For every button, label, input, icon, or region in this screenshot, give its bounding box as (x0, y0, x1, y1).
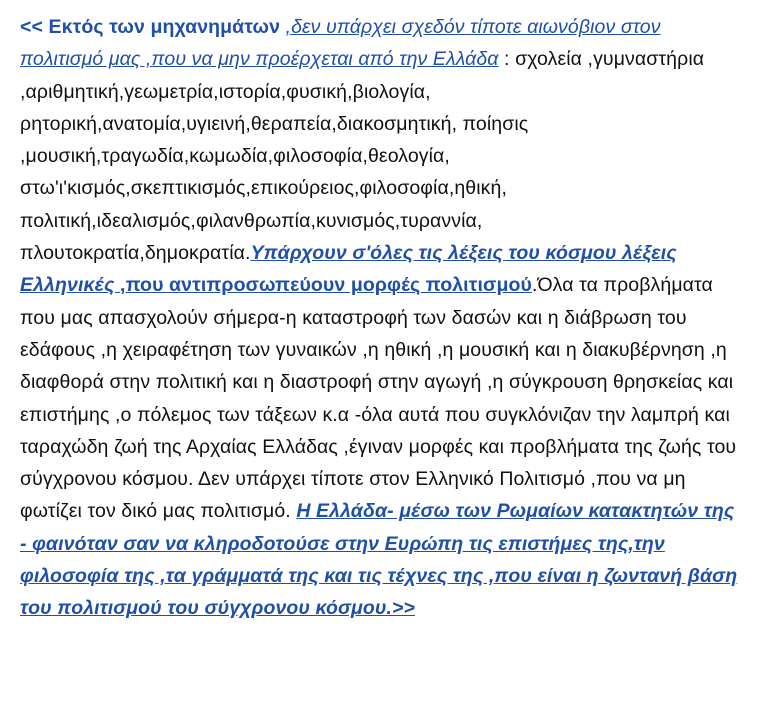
quote-opening-phrase: << Εκτός των μηχανημάτων (20, 16, 286, 38)
greece-legacy-statement: Η Ελλάδα- μέσω των Ρωμαίων κατακτητών της - φαινόταν σαν να κληροδοτούσε στην Ευρώπη τις επιστήμες της,την φιλοσοφία της ,τα γράμματά της και τις τέχνες της ,που είναι η ζωντανή βάση του πολιτισμού του σύγχρονου κόσμου.>> (20, 500, 738, 620)
fields-list-text: : σχολεία ,γυμναστήρια ,αριθμητική,γεωμετρία,ιστορία,φυσική,βιολογία, ρητορική,ανατομία,υγιεινή,θεραπεία,διακοσμητική, ποίησις ,μουσική,τραγωδία,κωμωδία,φιλοσοφία,θεολογία, στω'ι'κισμός,σκεπτικισμός,επικούρειος,φιλοσοφία,ηθική, πολιτική,ιδεαλισμός,φιλανθρωπία,κυνισμός,τυραννία, πλουτοκρατία,δημοκρατία. (20, 48, 705, 265)
greek-words-statement: Υπάρχουν σ'όλες τις λέξεις του κόσμου λέξεις Ελληνικές (20, 242, 677, 297)
forms-of-civilization-statement: ,που αντιπροσωπεύουν μορφές πολιτισμού (120, 274, 532, 297)
problems-text: .Όλα τα προβλήματα που μας απασχολούν σήμερα-η καταστροφή των δασών και η διάβρωση του εδάφους ,η χειραφέτηση των γυναικών ,η ηθική ,η μουσική και η διακυβέρνηση ,η διαφθορά στην πολιτική και η διαστροφή στην αγωγή ,η σύγκρουση θρησκείας και επιστήμης ,ο πόλεμος των τάξεων κ.α -όλα αυτά που συγκλόνιζαν την λαμπρή και ταραχώδη ζωή της Αρχαίας Ελλάδας ,έγιναν μορφές και προβλήματα της ζωής του σύγχρονου κόσμου. Δεν υπάρχει τίποτε στον Ελληνικό Πολιτισμό ,που να μη φωτίζει τον δικό μας πολιτισμό. (20, 274, 737, 523)
greek-origin-statement: ,δεν υπάρχει σχεδόν τίποτε αιωνόβιον στον πολιτισμό μας ,που να μην προέρχεται από την Ελλάδα (20, 16, 661, 71)
quote-paragraph (20, 11, 745, 625)
